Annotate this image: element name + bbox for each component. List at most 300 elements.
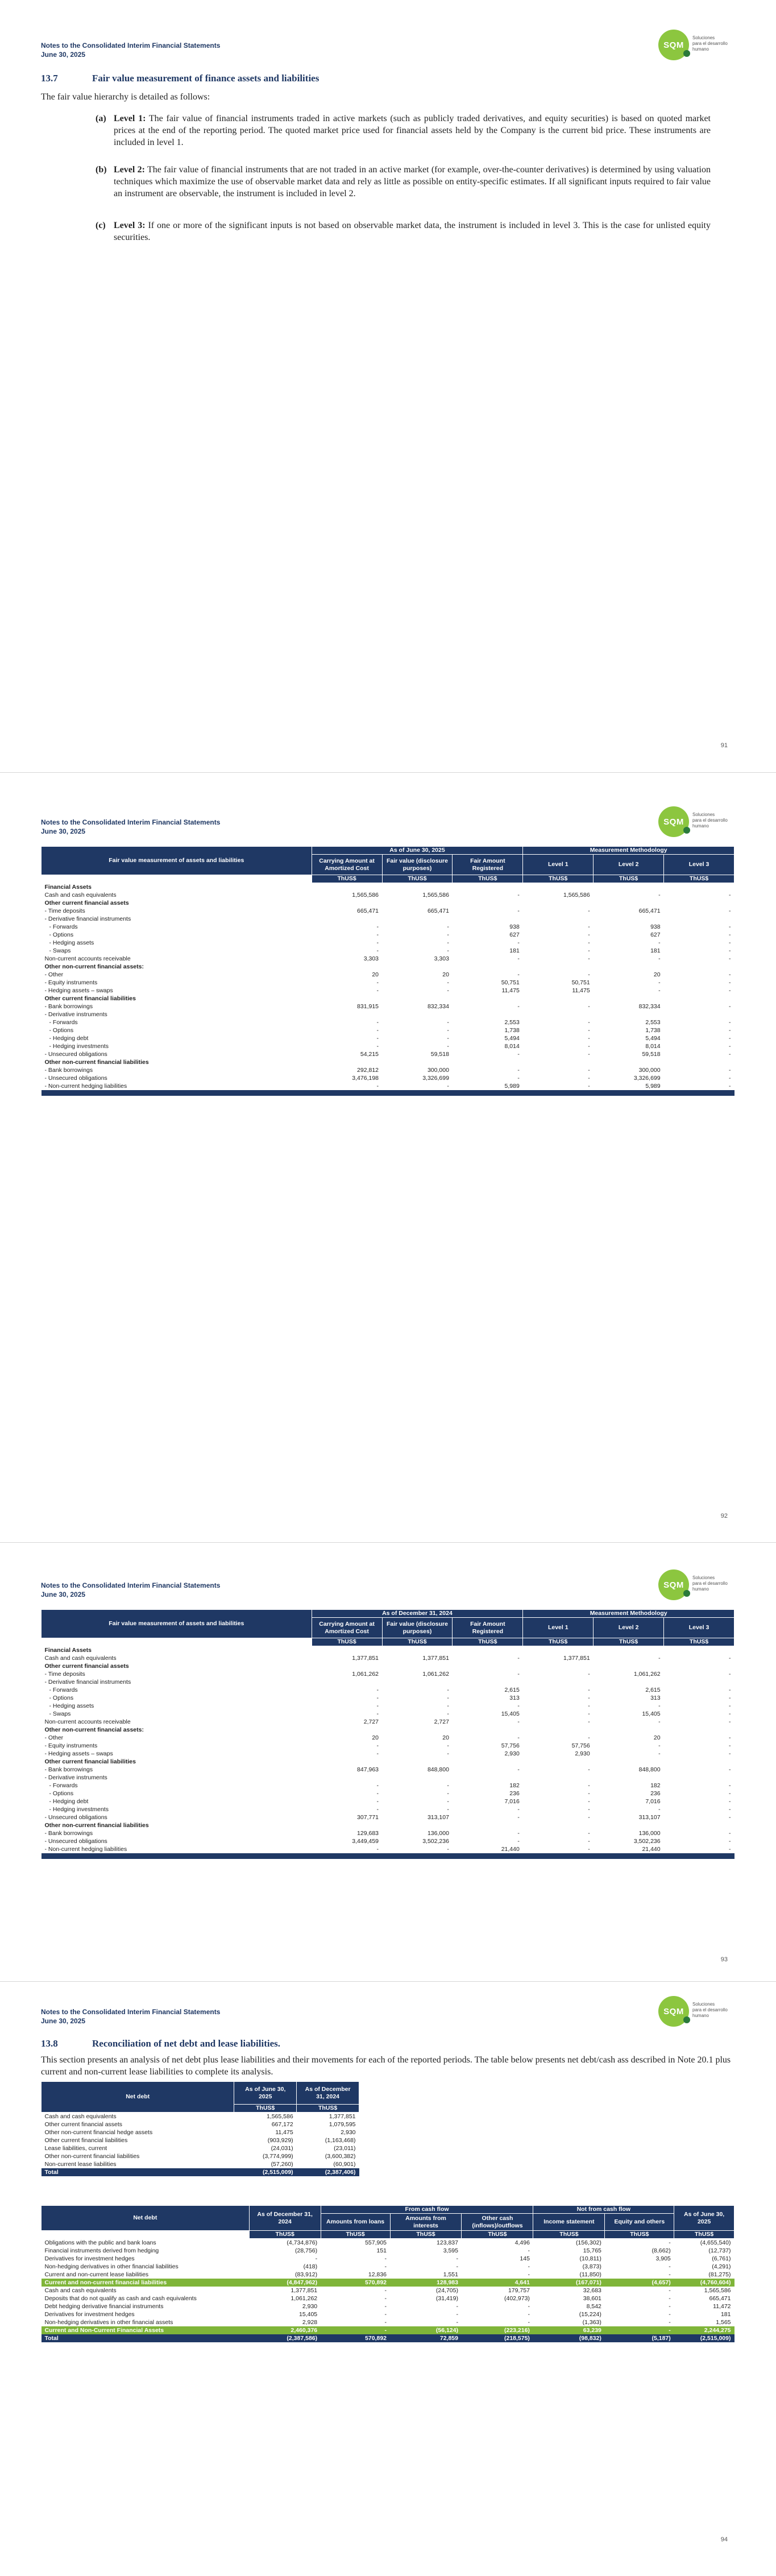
row-value: (60,901) [333, 2161, 356, 2168]
logo-mark: SQM [658, 806, 689, 837]
table-row [42, 1813, 734, 1821]
row-value: - [658, 955, 661, 962]
row-label: Obligations with the public and bank loans [44, 2239, 156, 2246]
row-value: - [669, 2239, 671, 2246]
row-value: - [588, 955, 590, 962]
row-value: 5,494 [645, 1034, 661, 1042]
row-value: - [447, 1782, 449, 1789]
row-value: 20 [653, 1734, 661, 1741]
row-value: 848,800 [427, 1766, 449, 1773]
row-value: 2,928 [302, 2319, 318, 2326]
row-value: 182 [650, 1782, 661, 1789]
row-value: - [729, 1805, 731, 1813]
header-title-line1: Notes to the Consolidated Interim Financial Statements [41, 42, 221, 49]
row-label: - Hedging debt [49, 1798, 89, 1805]
row-value: - [447, 1082, 449, 1090]
row-value: - [517, 1829, 520, 1837]
row-value: 38,601 [583, 2295, 601, 2302]
row-value: (903,929) [267, 2137, 293, 2144]
row-value: - [517, 971, 520, 978]
footer-cell [382, 1090, 453, 1096]
row-value: 182 [509, 1782, 520, 1789]
header-title [41, 1581, 220, 1599]
table-row [42, 1710, 734, 1718]
row-value: - [376, 1034, 379, 1042]
table-row [42, 1734, 734, 1742]
footer-cell [312, 1090, 382, 1096]
footer-cell [453, 1853, 523, 1859]
row-value [664, 1646, 734, 1654]
row-value [523, 1774, 594, 1782]
table-row [42, 2239, 734, 2247]
row-value: - [729, 1837, 731, 1845]
row-value: - [376, 1742, 379, 1749]
unit-cell: ThUS$ [664, 875, 734, 883]
table-row [42, 2152, 359, 2160]
unit-cell: ThUS$ [594, 1638, 664, 1646]
row-value: - [669, 2303, 671, 2310]
row-value: (2,387,406) [297, 2168, 359, 2176]
table-row [42, 1042, 734, 1050]
row-value: - [729, 923, 731, 930]
net-debt-summary-table [41, 2081, 359, 2176]
table-row [42, 939, 734, 947]
row-value: - [729, 907, 731, 914]
row-value: - [384, 2311, 387, 2318]
logo-tagline: Soluciones para el desarrollo humano [692, 812, 728, 829]
row-value: 2,615 [645, 1686, 661, 1693]
row-value: - [729, 1003, 731, 1010]
row-label: Other non-current financial liabilities [44, 1058, 149, 1066]
row-value: 123,837 [437, 2239, 458, 2246]
row-value: 847,963 [357, 1766, 379, 1773]
col-level-2: Level 2 [594, 1618, 664, 1638]
row-label: - Equity instruments [44, 1742, 98, 1749]
row-value: - [517, 1702, 520, 1709]
row-value: (3,774,999) [262, 2153, 293, 2160]
row-value: 1,377,851 [291, 2287, 318, 2294]
col-net-debt: Net debt [42, 2082, 234, 2113]
row-label: - Derivative financial instruments [44, 915, 131, 922]
table-row [42, 2128, 359, 2136]
net-debt-intro: This section presents an analysis of net debt plus lease liabilities and their movements for each of the reported periods. The table below presents net debt/cash ass described in Note 20.1 plus current and non-current lease liabilities to complete its analysis. [41, 2055, 731, 2077]
row-value: - [729, 1034, 731, 1042]
col-level-1: Level 1 [523, 855, 594, 875]
row-value: 1,061,262 [352, 1670, 379, 1678]
row-value: 181 [720, 2311, 731, 2318]
footer-cell [453, 1090, 523, 1096]
table-row [42, 1066, 734, 1074]
col-fv-disclosure: Fair value (disclosure purposes) [382, 1618, 453, 1638]
col-other-cash: Other cash (inflows)/outflows [462, 2214, 533, 2231]
footer-cell [42, 1853, 312, 1859]
level-1-item [96, 113, 711, 148]
row-value: 1,565,586 [422, 891, 449, 898]
row-value [594, 1774, 664, 1782]
row-value [312, 1726, 382, 1734]
row-value: - [588, 1782, 590, 1789]
row-value: 2,553 [645, 1018, 661, 1026]
page-divider [0, 1542, 776, 1543]
row-value: 2,930 [341, 2129, 356, 2136]
table-row [42, 1694, 734, 1702]
footer-cell [664, 1090, 734, 1096]
row-value: (24,031) [271, 2145, 293, 2152]
row-value: 59,518 [430, 1050, 449, 1058]
row-value: - [447, 947, 449, 954]
row-value [664, 883, 734, 891]
fair-value-table-2024 [41, 1609, 734, 1859]
row-value: (2,387,586) [249, 2334, 321, 2342]
row-value: - [588, 947, 590, 954]
row-value: - [447, 1018, 449, 1026]
row-value: - [517, 891, 520, 898]
row-label: Other current financial liabilities [44, 995, 136, 1002]
col-level-1: Level 1 [523, 1618, 594, 1638]
table-row [42, 955, 734, 963]
row-value: - [588, 1670, 590, 1678]
row-value: - [729, 1694, 731, 1701]
row-value: - [517, 1074, 520, 1082]
row-value [594, 995, 664, 1003]
row-value [453, 1010, 523, 1018]
row-value: 665,471 [357, 907, 379, 914]
fair-value-table-2025 [41, 846, 734, 1096]
row-value: - [588, 1813, 590, 1821]
row-value: - [588, 1702, 590, 1709]
row-value [312, 899, 382, 907]
row-value [594, 915, 664, 923]
row-value: - [376, 1805, 379, 1813]
row-value [523, 1821, 594, 1829]
unit-cell: ThUS$ [312, 1638, 382, 1646]
header-title [41, 818, 220, 836]
row-value: - [588, 1837, 590, 1845]
row-value: - [605, 2326, 674, 2334]
row-value: - [517, 1805, 520, 1813]
sqm-logo [658, 1996, 732, 2031]
row-value: 3,326,699 [633, 1074, 661, 1082]
row-value: 1,079,595 [329, 2121, 356, 2128]
row-label: Total [42, 2334, 250, 2342]
table-row [42, 1026, 734, 1034]
row-value [382, 1678, 453, 1686]
row-label: - Hedging debt [49, 1034, 89, 1042]
table-row [42, 923, 734, 931]
row-value [382, 1726, 453, 1734]
row-value: 7,016 [504, 1798, 520, 1805]
row-value: - [669, 2263, 671, 2270]
row-label: Current and Non-Current Financial Assets [42, 2326, 250, 2334]
row-label: - Hedging assets [49, 939, 94, 946]
row-value: - [588, 1050, 590, 1058]
row-value: - [588, 1734, 590, 1741]
table-row [42, 2113, 359, 2121]
hierarchy-intro: The fair value hierarchy is detailed as follows: [41, 92, 210, 102]
total-row [42, 2168, 359, 2176]
row-value: 300,000 [638, 1066, 661, 1074]
row-value [312, 995, 382, 1003]
row-label: Non-current lease liabilities [44, 2161, 117, 2168]
unit-cell: ThUS$ [533, 2231, 605, 2239]
row-value: - [729, 1742, 731, 1749]
row-value: 627 [650, 931, 661, 938]
row-value: 3,303 [434, 955, 449, 962]
row-value [594, 963, 664, 971]
row-value [453, 915, 523, 923]
row-value: - [729, 1074, 731, 1082]
header-title [41, 41, 220, 59]
row-value: - [384, 2295, 387, 2302]
row-value: - [376, 1686, 379, 1693]
row-value: - [729, 1082, 731, 1090]
row-value [523, 1662, 594, 1670]
row-value: (10,811) [579, 2255, 601, 2262]
row-value: 832,334 [427, 1003, 449, 1010]
row-value: - [447, 1805, 449, 1813]
period-header: As of June 30, 2025 [312, 847, 523, 855]
row-value: - [588, 923, 590, 930]
row-label: Other current financial assets [44, 2121, 123, 2128]
row-value [312, 1821, 382, 1829]
row-value: - [588, 931, 590, 938]
table-row [42, 1082, 734, 1090]
row-value: (223,216) [462, 2326, 533, 2334]
col-carrying: Carrying Amount at Amortized Cost [312, 855, 382, 875]
table-row [42, 2247, 734, 2255]
row-value: - [669, 2287, 671, 2294]
unit-cell: ThUS$ [523, 875, 594, 883]
unit-cell: ThUS$ [594, 875, 664, 883]
row-value: - [729, 1750, 731, 1757]
row-value: 1,377,851 [329, 2113, 356, 2120]
row-label: Cash and cash equivalents [44, 891, 117, 898]
row-value: - [729, 891, 731, 898]
row-value: - [729, 1798, 731, 1805]
unit-cell: ThUS$ [382, 875, 453, 883]
unit-spacer [42, 875, 312, 883]
table-row [42, 987, 734, 995]
row-value: - [658, 1742, 661, 1749]
row-value [312, 1646, 382, 1654]
table-row [42, 1782, 734, 1790]
unit-cell: ThUS$ [523, 1638, 594, 1646]
row-value: - [729, 931, 731, 938]
table-row [42, 915, 734, 923]
row-value: - [376, 1082, 379, 1090]
row-label: Other non-current financial assets: [44, 963, 144, 970]
row-value: 1,377,851 [352, 1654, 379, 1662]
row-label: Lease liabilities, current [44, 2145, 107, 2152]
row-value: - [384, 2287, 387, 2294]
row-value: 848,800 [638, 1766, 661, 1773]
row-value: 938 [509, 923, 520, 930]
row-value: - [447, 1042, 449, 1050]
row-value: - [588, 1018, 590, 1026]
row-value [594, 1678, 664, 1686]
row-label: - Options [49, 931, 74, 938]
row-value: - [517, 1837, 520, 1845]
row-value: (4,291) [712, 2263, 731, 2270]
row-value: (56,124) [390, 2326, 462, 2334]
row-value: 1,565 [716, 2319, 731, 2326]
row-value: - [588, 907, 590, 914]
sqm-logo [658, 1569, 732, 1605]
row-value: - [729, 1050, 731, 1058]
row-value: - [447, 1686, 449, 1693]
row-value: (5,187) [605, 2334, 674, 2342]
row-value [453, 1662, 523, 1670]
row-value: - [588, 1066, 590, 1074]
table-row [42, 931, 734, 939]
row-value: - [729, 1702, 731, 1709]
total-row [42, 2334, 734, 2342]
row-value: 20 [442, 1734, 449, 1741]
row-value: 11,475 [275, 2129, 293, 2136]
row-value: 2,460,376 [249, 2326, 321, 2334]
logo-tagline: Soluciones para el desarrollo humano [692, 1575, 728, 1592]
row-value: - [376, 1042, 379, 1050]
unit-cell: ThUS$ [674, 2231, 734, 2239]
table-row [42, 2160, 359, 2168]
row-value: - [588, 1694, 590, 1701]
table-row [42, 2136, 359, 2144]
row-label: - Bank borrowings [44, 1766, 93, 1773]
row-value: 938 [650, 923, 661, 930]
row-value: - [384, 2255, 387, 2262]
table-row [42, 1034, 734, 1042]
row-label: - Hedging assets – swaps [44, 1750, 113, 1757]
row-value: (4,760,604) [674, 2279, 734, 2287]
section-number: 13.8 [41, 2038, 58, 2049]
row-value: 1,061,262 [633, 1670, 661, 1678]
row-value: - [729, 971, 731, 978]
table-row [42, 2287, 734, 2295]
row-value: 1,551 [443, 2271, 458, 2278]
header-title-line2: June 30, 2025 [41, 1591, 86, 1598]
row-value [664, 1821, 734, 1829]
unit-cell: ThUS$ [605, 2231, 674, 2239]
table-row [42, 1829, 734, 1837]
table-row [42, 1758, 734, 1766]
row-value [594, 1058, 664, 1066]
row-value: - [658, 1702, 661, 1709]
table-row [42, 2295, 734, 2302]
unit-cell: ThUS$ [312, 875, 382, 883]
page-number: 91 [720, 742, 728, 749]
row-value: - [729, 987, 731, 994]
row-value: - [376, 1018, 379, 1026]
table-row [42, 2121, 359, 2128]
row-label: Cash and cash equivalents [44, 2287, 117, 2294]
table-row [42, 1837, 734, 1845]
row-value: - [729, 1018, 731, 1026]
table-footer-bar [42, 1853, 734, 1859]
row-value: 1,738 [504, 1026, 520, 1034]
row-value: 4,641 [462, 2279, 533, 2287]
table-row [42, 979, 734, 987]
row-value: 2,930 [504, 1750, 520, 1757]
row-value: - [376, 1694, 379, 1701]
row-value: - [588, 1042, 590, 1050]
row-value: 1,377,851 [422, 1654, 449, 1662]
row-value [382, 1662, 453, 1670]
row-value: - [447, 1790, 449, 1797]
row-label: Other non-current financial liabilities [44, 2153, 140, 2160]
row-value [453, 1758, 523, 1766]
logo-mark: SQM [658, 30, 689, 60]
footer-cell [594, 1090, 664, 1096]
logo-mark: SQM [658, 1996, 689, 2027]
row-value: 128,983 [390, 2279, 462, 2287]
row-value: - [528, 2263, 530, 2270]
section-number: 13.7 [41, 73, 58, 84]
row-value: - [658, 1718, 661, 1725]
row-label: - Bank borrowings [44, 1003, 93, 1010]
row-value: 665,471 [709, 2295, 731, 2302]
row-value: - [729, 1654, 731, 1662]
row-value: 8,542 [586, 2303, 601, 2310]
table-row [42, 1718, 734, 1726]
footer-cell [42, 1090, 312, 1096]
row-value [382, 1010, 453, 1018]
row-value: - [447, 931, 449, 938]
row-label: - Hedging assets – swaps [44, 987, 113, 994]
table-row [42, 1821, 734, 1829]
table-row [42, 1774, 734, 1782]
table-row [42, 883, 734, 891]
row-value: - [376, 939, 379, 946]
row-label: - Options [49, 1694, 74, 1701]
row-value: 570,892 [321, 2334, 390, 2342]
unit-spacer [42, 1638, 312, 1646]
row-value: - [517, 939, 520, 946]
row-value: (4,734,876) [287, 2239, 318, 2246]
row-value [594, 899, 664, 907]
row-label: - Non-current hedging liabilities [44, 1082, 127, 1090]
row-label: - Derivative financial instruments [44, 1678, 131, 1685]
row-value [312, 963, 382, 971]
row-value: - [658, 1750, 661, 1757]
row-value: 8,014 [645, 1042, 661, 1050]
row-value: 3,303 [363, 955, 379, 962]
table-row [42, 2144, 359, 2152]
row-label: Cash and cash equivalents [44, 1654, 117, 1662]
row-label: - Unsecured obligations [44, 1813, 107, 1821]
row-value: 63,239 [533, 2326, 605, 2334]
row-value: 50,751 [571, 979, 590, 986]
row-value: - [588, 1718, 590, 1725]
row-value: - [729, 1766, 731, 1773]
row-value: - [447, 939, 449, 946]
table-body [42, 2113, 359, 2177]
col-fv-registered: Fair Amount Registered [453, 855, 523, 875]
row-value: 8,014 [504, 1042, 520, 1050]
sqm-logo [658, 30, 732, 65]
row-value [664, 915, 734, 923]
row-label: Cash and cash equivalents [44, 2113, 117, 2120]
row-value [523, 1758, 594, 1766]
header-title-line1: Notes to the Consolidated Interim Financial Statements [41, 2008, 221, 2016]
table-row [42, 1702, 734, 1710]
logo-tagline: Soluciones para el desarrollo humano [692, 35, 728, 52]
row-value: 54,215 [360, 1050, 379, 1058]
row-value: 2,615 [504, 1686, 520, 1693]
row-value: - [376, 923, 379, 930]
row-value: 2,930 [575, 1750, 590, 1757]
row-value: 72,859 [390, 2334, 462, 2342]
row-value: 292,812 [357, 1066, 379, 1074]
